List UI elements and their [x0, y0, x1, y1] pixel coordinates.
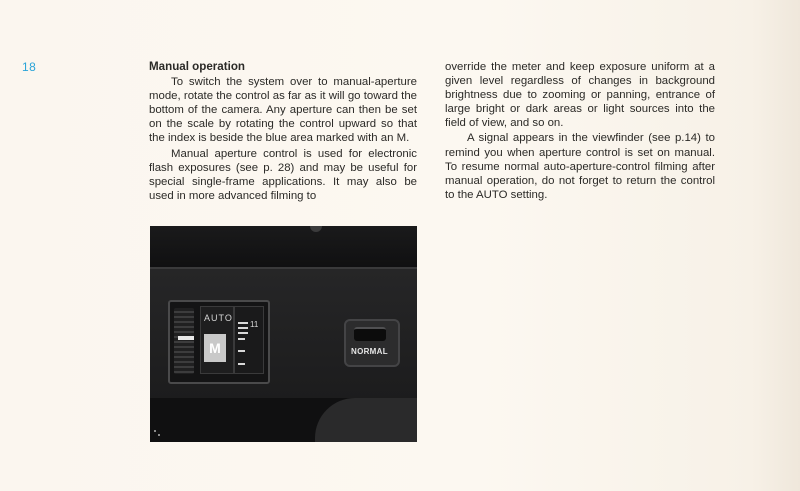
scale-line — [238, 363, 245, 365]
paragraph: To switch the system over to manual-aperture mode, rotate the control as far as it will go toward the bottom of the camera. Any aperture can then be set on the scale by rotating the control upward so that the index is beside the blue area marked with an M. — [149, 76, 417, 145]
page-number: 18 — [22, 60, 37, 74]
scale-line — [238, 350, 245, 352]
auto-label: AUTO — [204, 313, 233, 323]
normal-button-slot — [354, 327, 386, 341]
paragraph: Manual aperture control is used for electronic flash exposures (see p. 28) and may be useful for special single-frame applications. It may also be used in more advanced filming to — [149, 147, 417, 202]
paragraph: A signal appears in the viewfinder (see p.14) to remind you when aperture control is set on manual. To resume normal auto-aperture-control filming after manual operation, do not forget to return the control to the AUTO setting. — [445, 132, 715, 201]
paragraph: override the meter and keep exposure uniform at a given level regardless of changes in background brightness due to zooming or panning, entrance of large bright or dark areas or light sources into the field of view, and so on. — [445, 61, 715, 130]
aperture-control-wheel — [174, 308, 194, 374]
scale-line — [238, 332, 248, 334]
aperture-index-mark — [178, 336, 194, 340]
dust-speck — [154, 430, 156, 432]
normal-label: NORMAL — [351, 347, 388, 356]
manual-m-label: M — [204, 334, 226, 362]
scale-line — [238, 327, 248, 329]
left-column — [149, 60, 417, 203]
right-column — [445, 60, 715, 202]
camera-panel-top — [150, 226, 417, 268]
dust-speck — [158, 434, 160, 436]
section-heading: Manual operation — [149, 60, 245, 73]
camera-control-photo — [150, 226, 417, 442]
aperture-scale-number: 11 — [250, 320, 259, 329]
scale-line — [238, 322, 248, 324]
scale-line — [238, 338, 245, 340]
